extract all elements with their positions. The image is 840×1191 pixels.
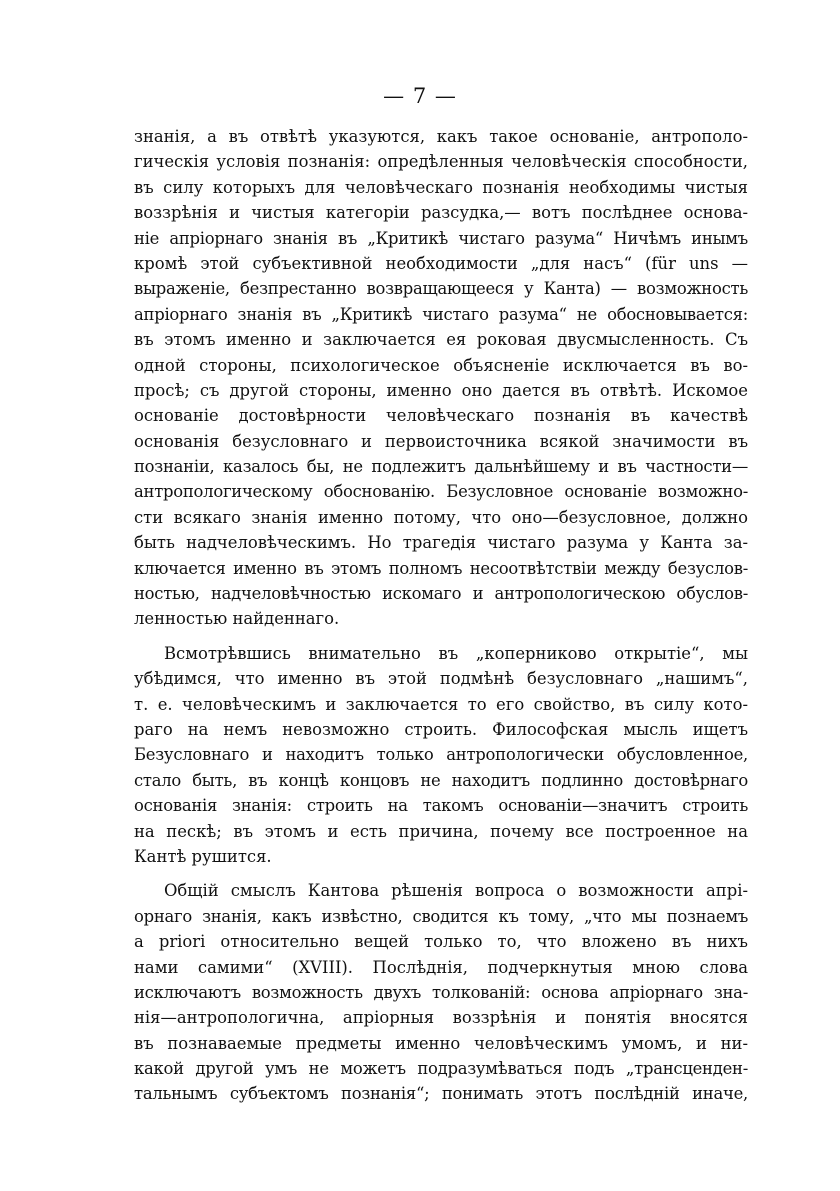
text-line: кромѣ этой субъективной необходимости „для насъ“ (für uns — [134, 253, 748, 273]
text-line: раго на немъ невозможно строить. Философская мысль ищетъ [134, 719, 748, 739]
text-line: основанія безусловнаго и первоисточника всякой значимости въ [134, 431, 748, 451]
paragraph-gap [134, 632, 748, 641]
text-line: стало быть, въ концѣ концовъ не находитъ подлинно достовѣрнаго [134, 770, 748, 790]
text-line: выраженіе, безпрестанно возвращающееся у Канта) — возможность [134, 279, 748, 299]
paragraph-3 [134, 878, 748, 1107]
text-line: т. е. человѣческимъ и заключается то его свойство, въ силу кото- [134, 694, 748, 714]
paragraph-gap [134, 869, 748, 878]
text-line: въ этомъ именно и заключается ея роковая двусмысленность. Съ [134, 330, 748, 350]
text-line: a priori относительно вещей только то, что вложено въ нихъ [134, 932, 748, 952]
text-line: въ силу которыхъ для человѣческаго познанія необходимы чистыя [134, 177, 748, 197]
text-line: ніе апріорнаго знанія въ „Критикѣ чистаго разума“ Ничѣмъ инымъ [134, 228, 748, 248]
text-line: Кантѣ рушится. [134, 846, 272, 866]
text-line: Общій смыслъ Кантова рѣшенія вопроса о возможности апрі- [164, 881, 748, 901]
paragraph-1 [134, 124, 748, 632]
text-line: исключаютъ возможность двухъ толкованій: основа апріорнаго зна- [134, 982, 748, 1002]
text-line: сти всякаго знанія именно потому, что оно—безусловное, должно [134, 507, 748, 527]
text-line: одной стороны, психологическое объясненіе исключается въ во- [134, 355, 748, 375]
text-line: Безусловнаго и находитъ только антропологически обусловленное, [134, 745, 748, 765]
text-body [134, 124, 748, 1107]
text-line: орнаго знанія, какъ извѣстно, сводится къ тому, „что мы познаемъ [134, 906, 748, 926]
text-line: воззрѣнія и чистыя категоріи разсудка,— вотъ послѣднее основа- [134, 203, 748, 223]
text-line: убѣдимся, что именно въ этой подмѣнѣ безусловнаго „нашимъ“, [134, 669, 748, 689]
text-line: знанія, а въ отвѣтѣ указуются, какъ такое основаніе, антрополо- [134, 127, 748, 146]
text-line: гическія условія познанія: опредѣленныя человѣческія способности, [134, 152, 748, 172]
text-line: основанія знанія: строить на такомъ основаніи—значитъ строить [134, 796, 748, 816]
text-line: основаніе достовѣрности человѣческаго познанія въ качествѣ [134, 406, 748, 426]
text-line: въ познаваемые предметы именно человѣческимъ умомъ, и ни- [134, 1033, 748, 1053]
text-line: просѣ; съ другой стороны, именно оно дается въ отвѣтѣ. Искомое [134, 380, 748, 400]
text-line: нами самими“ (XVIII). Послѣднія, подчеркнутыя мною слова [134, 957, 748, 977]
text-line: тальнымъ субъектомъ познанія“; понимать этотъ послѣдній иначе, [134, 1084, 748, 1104]
text-line: на пескѣ; въ этомъ и есть причина, почему все построенное на [134, 821, 748, 841]
paragraph-2 [134, 641, 748, 870]
page-number: — 7 — [383, 84, 457, 108]
text-line: апріорнаго знанія въ „Критикѣ чистаго разума“ не обосновывается: [134, 304, 748, 324]
text-line: ностью, надчеловѣчностью искомаго и антропологическою обуслов- [134, 584, 748, 604]
text-line: быть надчеловѣческимъ. Но трагедія чистаго разума у Канта за- [134, 533, 748, 553]
text-line: нія—антропологична, апріорныя воззрѣнія и понятія вносятся [134, 1008, 748, 1028]
text-line: познаніи, казалось бы, не подлежитъ дальнѣйшему и въ частности— [134, 457, 748, 477]
text-line: антропологическому обоснованію. Безусловное основаніе возможно- [134, 482, 748, 502]
text-line: ключается именно въ этомъ полномъ несоотвѣтствіи между безуслов- [134, 558, 748, 578]
text-line: Всмотрѣвшись внимательно въ „коперниково открытіе“, мы [164, 643, 748, 663]
text-line: ленностью найденнаго. [134, 609, 340, 629]
text-line: какой другой умъ не можетъ подразумѣваться подъ „трансценден- [134, 1059, 748, 1079]
